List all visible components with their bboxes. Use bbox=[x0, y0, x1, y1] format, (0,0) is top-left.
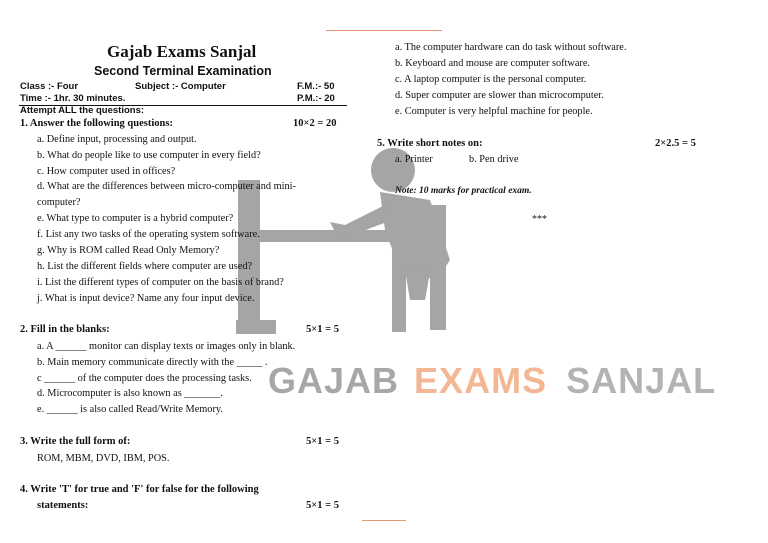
q1-item: a. Define input, processing and output. bbox=[37, 134, 197, 145]
institution-title: Gajab Exams Sanjal bbox=[107, 42, 257, 61]
class-label: Class :- Four bbox=[20, 81, 79, 92]
end-mark: *** bbox=[532, 214, 547, 225]
q1-item: g. Why is ROM called Read Only Memory? bbox=[37, 245, 220, 256]
q1-item: i. List the different types of computer on the basis of brand? bbox=[37, 277, 284, 288]
instruction-text: Attempt ALL the questions: bbox=[20, 105, 145, 116]
subject-label: Subject :- Computer bbox=[135, 81, 226, 92]
q1-title: 1. Answer the following questions: bbox=[20, 118, 173, 129]
q5-marks: 2×2.5 = 5 bbox=[655, 138, 696, 149]
q1-marks: 10×2 = 20 bbox=[293, 118, 337, 129]
q5-title: 5. Write short notes on: bbox=[377, 138, 483, 149]
q1-item: e. What type to computer is a hybrid computer? bbox=[37, 213, 234, 224]
q4-title-line2: statements: bbox=[37, 500, 89, 511]
q2-title: 2. Fill in the blanks: bbox=[20, 324, 110, 335]
q1-item: c. How computer used in offices? bbox=[37, 166, 176, 177]
note-text: Note: 10 marks for practical exam. bbox=[395, 186, 532, 196]
q3-marks: 5×1 = 5 bbox=[306, 436, 339, 447]
q2-item: a. A ______ monitor can display texts or images only in blank. bbox=[37, 341, 296, 352]
pass-marks-label: P.M.:- 20 bbox=[297, 93, 335, 104]
q1-item-continued: computer? bbox=[37, 197, 81, 208]
q3-title: 3. Write the full form of: bbox=[20, 436, 131, 447]
watermark-text-part2: EXAMS bbox=[414, 360, 548, 401]
q3-body: ROM, MBM, DVD, IBM, POS. bbox=[37, 453, 170, 464]
q5-item: b. Pen drive bbox=[469, 154, 519, 165]
q1-item: h. List the different fields where computer are used? bbox=[37, 261, 253, 272]
q2-item: e. ______ is also called Read/Write Memory. bbox=[37, 404, 223, 415]
watermark-text-part3: SANJAL bbox=[566, 360, 717, 401]
q4-title-line1: 4. Write 'T' for true and 'F' for false for the following bbox=[20, 484, 259, 495]
watermark-text-part1: GAJAB bbox=[268, 360, 400, 401]
q2-item: c ______ of the computer does the processing tasks. bbox=[37, 373, 252, 384]
q2-item: d. Microcomputer is also known as _______. bbox=[37, 388, 223, 399]
q1-item: d. What are the differences between micro-computer and mini- bbox=[37, 181, 296, 192]
q1-item: f. List any two tasks of the operating system software. bbox=[37, 229, 260, 240]
q4-item: c. A laptop computer is the personal computer. bbox=[395, 74, 587, 85]
q5-item: a. Printer bbox=[395, 154, 433, 165]
q4-item: b. Keyboard and mouse are computer software. bbox=[395, 58, 590, 69]
full-marks-label: F.M.:- 50 bbox=[297, 81, 335, 92]
q1-item: j. What is input device? Name any four input device. bbox=[37, 293, 255, 304]
q4-item: a. The computer hardware can do task without software. bbox=[395, 42, 627, 53]
q2-item: b. Main memory communicate directly with the _____ . bbox=[37, 357, 268, 368]
q1-item: b. What do people like to use computer in every field? bbox=[37, 150, 261, 161]
q4-marks: 5×1 = 5 bbox=[306, 500, 339, 511]
exam-title: Second Terminal Examination bbox=[94, 64, 272, 78]
q2-marks: 5×1 = 5 bbox=[306, 324, 339, 335]
q4-item: e. Computer is very helpful machine for people. bbox=[395, 106, 593, 117]
time-label: Time :- 1hr. 30 minutes. bbox=[20, 93, 126, 104]
watermark-text bbox=[268, 360, 716, 402]
q4-item: d. Super computer are slower than microcomputer. bbox=[395, 90, 604, 101]
